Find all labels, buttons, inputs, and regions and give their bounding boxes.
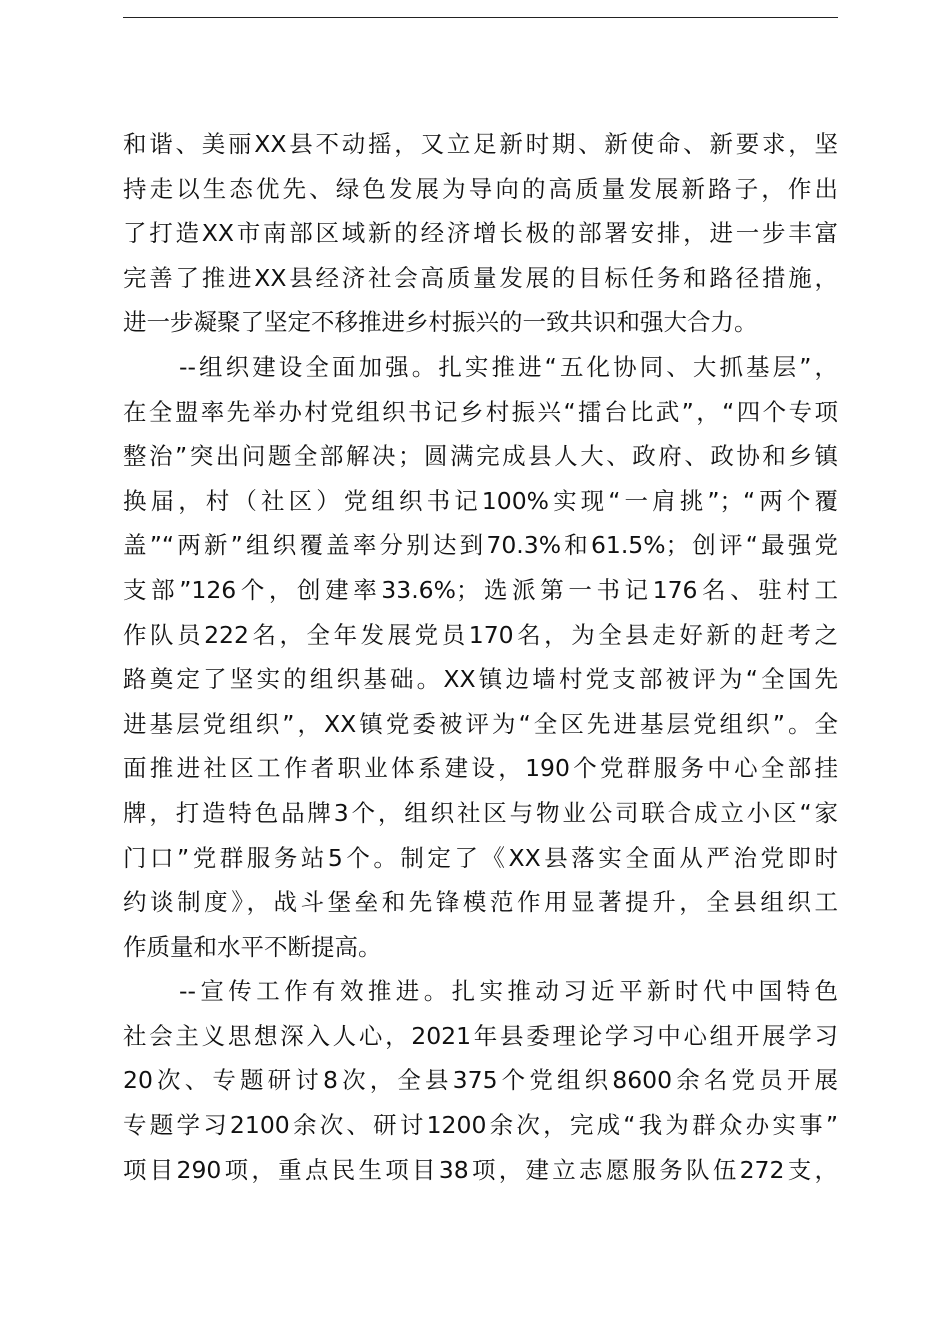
text-line: 牌，打造特色品牌3个，组织社区与物业公司联合成立小区“家 xyxy=(123,798,838,827)
text-line: 社会主义思想深入人心，2021年县委理论学习中心组开展学习 xyxy=(123,1021,838,1050)
body-text xyxy=(123,122,838,1192)
text-line: 作质量和水平不断提高。 xyxy=(123,932,382,961)
text-line: 门口”党群服务站5个。制定了《XX县落实全面从严治党即时 xyxy=(123,843,838,872)
text-line: 了打造XX市南部区域新的经济增长极的部署安排，进一步丰富 xyxy=(123,219,838,248)
text-line: 和谐、美丽XX县不动摇，又立足新时期、新使命、新要求，坚 xyxy=(123,130,838,158)
text-line: 作队员222名，全年发展党员170名，为全县走好新的赶考之 xyxy=(123,620,838,649)
header-rule xyxy=(123,17,838,18)
text-line: 持走以生态优先、绿色发展为导向的高质量发展新路子，作出 xyxy=(123,174,838,203)
text-line: 面推进社区工作者职业体系建设，190个党群服务中心全部挂 xyxy=(123,754,838,783)
text-line: 约谈制度》，战斗堡垒和先锋模范作用显著提升，全县组织工 xyxy=(123,888,838,917)
text-line: 20次、专题研讨8次，全县375个党组织8600余名党员开展 xyxy=(123,1066,838,1095)
text-line: 专题学习2100余次、研讨1200余次，完成“我为群众办实事” xyxy=(123,1111,838,1140)
section-heading-line: --宣传工作有效推进。扎实推动习近平新时代中国特色 xyxy=(179,977,838,1006)
text-line: 整治”突出问题全部解决；圆满完成县人大、政府、政协和乡镇 xyxy=(123,442,838,471)
text-line: 盖”“两新”组织覆盖率分别达到70.3%和61.5%；创评“最强党 xyxy=(123,531,838,560)
text-line: 支部”126个，创建率33.6%；选派第一书记176名、驻村工 xyxy=(123,575,838,604)
text-line: 进基层党组织”，XX镇党委被评为“全区先进基层党组织”。全 xyxy=(123,709,838,738)
text-line: 在全盟率先举办村党组织书记乡村振兴“擂台比武”，“四个专项 xyxy=(123,397,838,426)
text-line: 进一步凝聚了坚定不移推进乡村振兴的一致共识和强大合力。 xyxy=(123,308,758,337)
text-line: 换届，村（社区）党组织书记100%实现“一肩挑”；“两个覆 xyxy=(123,486,838,515)
text-line: 路奠定了坚实的组织基础。XX镇边墙村党支部被评为“全国先 xyxy=(123,665,838,694)
section-heading-line: --组织建设全面加强。扎实推进“五化协同、大抓基层”， xyxy=(179,352,838,381)
text-line: 完善了推进XX县经济社会高质量发展的目标任务和路径措施， xyxy=(123,263,838,292)
text-line: 项目290项，重点民生项目38项，建立志愿服务队伍272支， xyxy=(123,1155,838,1184)
